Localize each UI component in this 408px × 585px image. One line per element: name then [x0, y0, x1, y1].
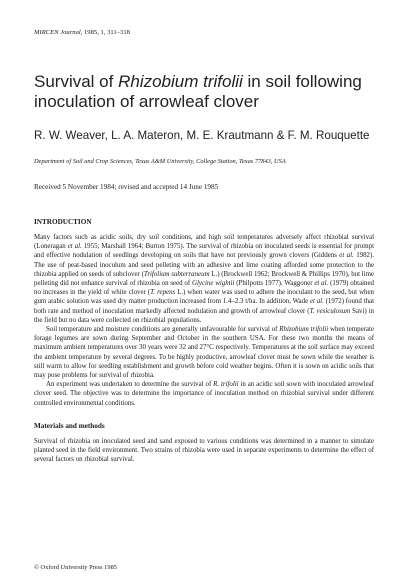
text-run: Many factors such as acidic soils, dry soil conditions, and high soil temperatures adversely affect rhizobial survival (Loneragan	[34, 234, 374, 251]
text-run: Soil temperature and moisture conditions are generally unfavourable for survival of	[46, 326, 280, 334]
text-run: in an acidic soil sown with inoculated arrowleaf clover seed. The objective was to determine the importance of inoculation method on rhizobial survival under different controlled environmental conditions.	[34, 381, 374, 407]
italic-term: Trifolium subterraneum	[143, 270, 210, 278]
affiliation: Department of Soil and Crop Sciences, Texas A&M University, College Station, Texas 77843, USA	[34, 158, 286, 165]
author-list: R. W. Weaver, L. A. Materon, M. E. Krautmann & F. M. Rouquette	[34, 129, 370, 142]
methods-paragraph-1: Survival of rhizobia on inoculated seed and sand exposed to various conditions was determined in a manner to simulate planted seed in the field environment. Two strains of rhizobia were used in separate experiments to determine the effect of several factors on rhizobial survival.	[34, 437, 374, 464]
intro-paragraph-3	[34, 380, 374, 408]
italic-term: R. trifolii	[213, 381, 239, 389]
text-run: An experiment was undertaken to determine the survival of	[46, 381, 214, 389]
copyright-notice: © Oxford University Press 1985	[34, 564, 117, 571]
intro-paragraph-2	[34, 325, 374, 380]
italic-term: Glycine wightii	[191, 280, 235, 288]
title-part2: in soil following inoculation of arrowleaf clover	[34, 72, 362, 111]
italic-term: T. repens	[150, 289, 176, 297]
title-species: Rhizobium trifolii	[118, 72, 243, 91]
italic-term: et al.	[309, 298, 324, 306]
methods-heading: Materials and methods	[34, 421, 105, 430]
text-run: L.) when water was used to adhere the inoculant to the seed, but when gum arabic solution was used dry matter production increased from 1.4–2.3 t/ha. In addition, Wade	[34, 289, 374, 306]
introduction-heading: INTRODUCTION	[34, 218, 92, 226]
journal-name: MIRCEN Journal	[34, 29, 81, 36]
text-run: Savi) in the field but no data were collected on rhizobial populations.	[34, 307, 374, 324]
paper-title	[34, 72, 374, 112]
text-run: 1982). The use of peat-based inoculum and seed pelleting with an adhesive and lime coating afforded some protection to the rhizobia applied on seeds of subclover (	[34, 252, 374, 278]
intro-paragraph-1	[34, 233, 374, 325]
text-run: (1972) found that both rate and method of inoculation markedly affected nodulation and growth of arrowleaf clover (	[34, 298, 375, 315]
journal-volume-pages: , 1985, 1, 311–318	[80, 29, 130, 36]
received-dates: Received 5 November 1984; revised and accepted 14 June 1985	[34, 183, 219, 191]
text-run: (1979) obtained no increases in the yield of white clover (	[34, 280, 374, 297]
italic-term: et al.	[339, 252, 354, 260]
journal-citation	[34, 28, 374, 38]
italic-term: et al.	[314, 280, 329, 288]
text-run: L.) (Brockwell 1962; Brockwell & Phillips 1970), but lime pelleting did not enhance survival of rhizobia on seed of	[34, 270, 374, 288]
italic-term: et al.	[67, 243, 82, 251]
italic-term: Rhizobium trifolii	[279, 326, 329, 334]
title-part1: Survival of	[34, 72, 119, 91]
text-run: 1955; Marshall 1964; Burton 1975). The survival of rhizobia on inoculated seeds is essential for prompt and effective nodulation of seedlings developing on soils that have not previously grown clovers (Giddens	[34, 243, 374, 260]
text-run: (Philpotts 1977). Waggoner	[234, 280, 315, 288]
text-run: when temperate forage legumes are sown during September and October in the southern USA. For these two months the means of maximum ambient temperatures over 30 years were 32 and 27°C respectively. Temperatures at the soil surface may exceed the ambient temperature by several degrees. To be highly productive, arrowleaf clover must be sown while the weather is still warm to allow for seedling establishment and growth before cold weather begins. Often it is sown on acidic soils that may pose problems for survival of rhizobia.	[34, 326, 374, 380]
italic-term: T. vesiculosum	[309, 307, 351, 315]
